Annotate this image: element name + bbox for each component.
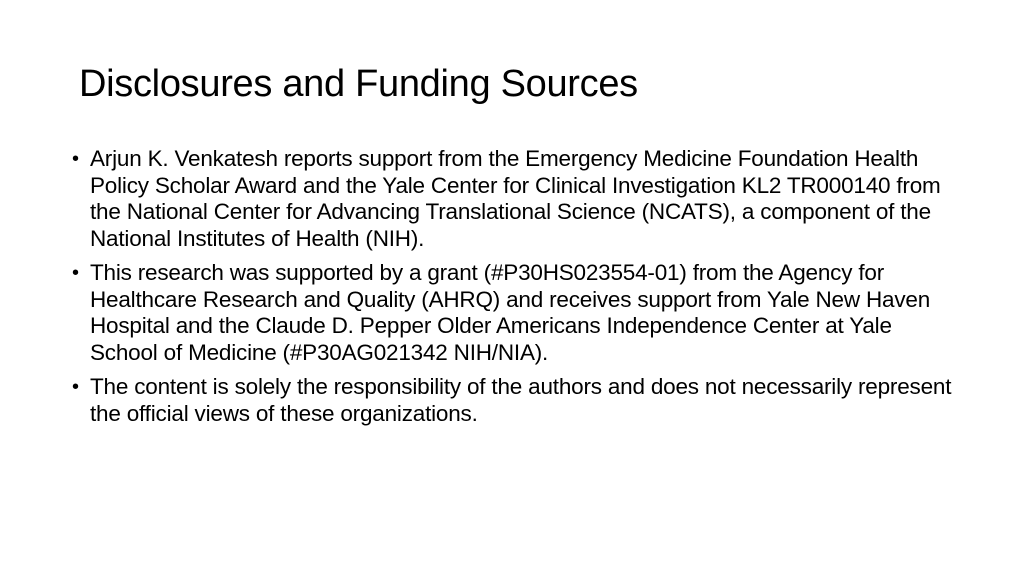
- bullet-text: This research was supported by a grant (#P30HS023554-01) from the Agency for Healthcare Research and Quality (AHRQ) and receives support from Yale New Haven Hospital and the Claude D. Pepper Older Americans Independence Center at Yale School of Medicine (#P30AG021342 NIH/NIA).: [90, 260, 931, 365]
- bullet-text: Arjun K. Venkatesh reports support from the Emergency Medicine Foundation Health Policy Scholar Award and the Yale Center for Clinical Investigation KL2 TR000140 from the National Center for Advancing Translational Science (NCATS), a component of the National Institutes of Health (NIH).: [90, 146, 941, 251]
- bullet-text: The content is solely the responsibility of the authors and does not necessarily represent the official views of these organizations.: [90, 374, 952, 426]
- bullet-dot-icon: •: [72, 262, 79, 284]
- bullet-item-funding: [72, 260, 962, 366]
- bullet-list: [72, 146, 962, 435]
- slide-title: Disclosures and Funding Sources: [79, 63, 638, 105]
- bullet-dot-icon: •: [72, 148, 79, 170]
- bullet-dot-icon: •: [72, 376, 79, 398]
- bullet-item-disclosure: [72, 146, 962, 252]
- bullet-item-responsibility: [72, 374, 962, 427]
